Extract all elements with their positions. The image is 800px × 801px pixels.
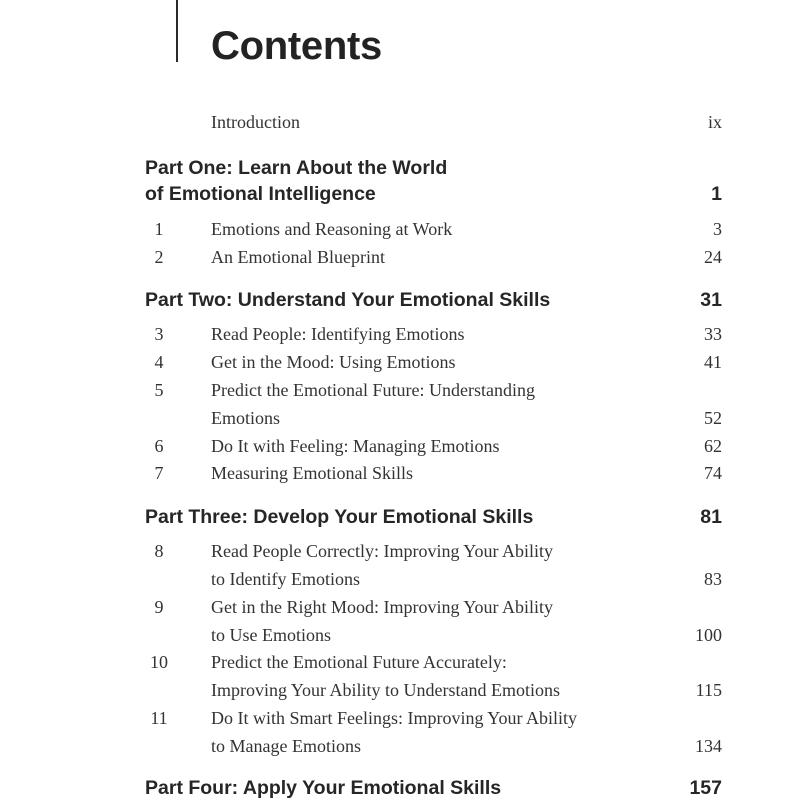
chapter-number: 8 [154, 541, 164, 561]
chapter-title-line: Predict the Emotional Future: Understanding [211, 380, 535, 400]
chapter-title-line: Read People Correctly: Improving Your Ability [211, 541, 553, 561]
chapter-page-number: 41 [704, 352, 722, 372]
chapter-title-line: Emotions and Reasoning at Work [211, 219, 453, 239]
chapter-number: 1 [154, 219, 164, 239]
chapter-page-number: 100 [695, 625, 722, 645]
chapter-title-line: Get in the Mood: Using Emotions [211, 352, 456, 372]
chapter-page-number: 62 [704, 436, 722, 456]
chapter-page-number: 52 [704, 408, 722, 428]
chapter-title-line: An Emotional Blueprint [211, 247, 385, 267]
chapter-page-number: 83 [704, 569, 722, 589]
intro-label: Introduction [211, 112, 300, 132]
chapter-title-line: Emotions [211, 408, 281, 428]
chapter-title-line: Read People: Identifying Emotions [211, 324, 465, 344]
page-title: Contents [211, 24, 382, 68]
part-page-number: 81 [700, 506, 722, 528]
chapter-number: 3 [154, 324, 164, 344]
chapter-number: 10 [150, 652, 168, 672]
part-heading-line: Part One: Learn About the World [145, 157, 448, 179]
chapter-page-number: 74 [704, 463, 722, 483]
part-heading-line: Part Three: Develop Your Emotional Skills [145, 506, 534, 528]
header-rule [176, 0, 178, 62]
intro-page-number: ix [707, 112, 722, 132]
chapter-page-number: 3 [713, 219, 722, 239]
chapter-title-line: Do It with Smart Feelings: Improving Your Ability [211, 708, 578, 728]
chapter-number: 7 [154, 463, 164, 483]
chapter-number: 5 [154, 380, 164, 400]
chapter-number: 4 [154, 352, 164, 372]
chapter-title-line: Do It with Feeling: Managing Emotions [211, 436, 500, 456]
part-heading-line: of Emotional Intelligence [145, 183, 376, 205]
part-page-number: 1 [711, 183, 722, 205]
chapter-title-line: Improving Your Ability to Understand Emotions [211, 680, 561, 700]
chapter-title-line: Measuring Emotional Skills [211, 463, 413, 483]
chapter-page-number: 115 [695, 680, 722, 700]
part-page-number: 31 [700, 289, 722, 311]
chapter-number: 9 [154, 597, 164, 617]
chapter-page-number: 33 [704, 324, 722, 344]
chapter-number: 11 [150, 708, 168, 728]
chapter-title-line: to Identify Emotions [211, 569, 360, 589]
chapter-title-line: Get in the Right Mood: Improving Your Ability [211, 597, 554, 617]
chapter-title-line: to Manage Emotions [211, 736, 361, 756]
chapter-page-number: 134 [695, 736, 722, 756]
chapter-number: 6 [154, 436, 164, 456]
part-heading-line: Part Four: Apply Your Emotional Skills [145, 777, 502, 799]
part-page-number: 157 [689, 777, 722, 799]
chapter-page-number: 24 [704, 247, 722, 267]
chapter-number: 2 [154, 247, 164, 267]
chapter-title-line: Predict the Emotional Future Accurately: [211, 652, 507, 672]
chapter-title-line: to Use Emotions [211, 625, 331, 645]
part-heading-line: Part Two: Understand Your Emotional Skills [145, 289, 551, 311]
